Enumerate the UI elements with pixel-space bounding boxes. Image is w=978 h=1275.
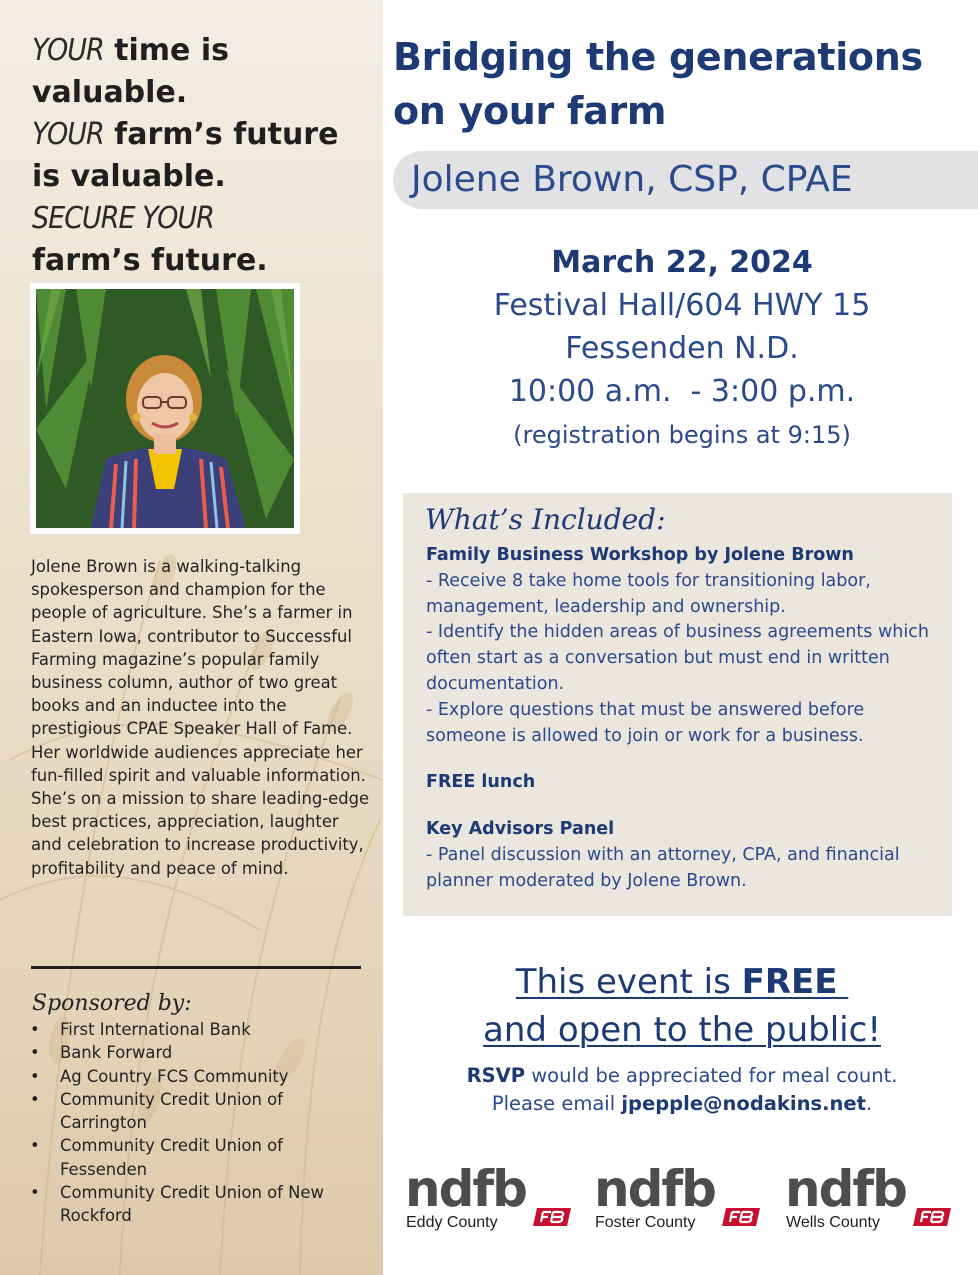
tagline-bold-1: time is valuable. xyxy=(32,33,229,110)
tagline xyxy=(32,30,377,282)
farm-bureau-icon xyxy=(722,1208,760,1226)
sponsor-item: • Community Credit Union of Carrington xyxy=(30,1088,360,1135)
sponsor-item: • Community Credit Union of New Rockford xyxy=(30,1181,360,1228)
tagline-bold-2: farm’s future is valuable. xyxy=(32,117,339,194)
panel-text: - Panel discussion with an attorney, CPA, and financial planner moderated by Jolene Brown. xyxy=(426,844,900,891)
county-name: Eddy County xyxy=(406,1214,498,1231)
workshop-point: - Explore questions that must be answered before someone is allowed to join or work for a business. xyxy=(426,699,865,746)
left-column xyxy=(0,0,383,1275)
ndfb-wells-logo xyxy=(785,1160,955,1234)
event-date: March 22, 2024 xyxy=(551,245,813,280)
ndfb-eddy-logo xyxy=(405,1160,575,1234)
tagline-script-2: YOUR xyxy=(32,117,104,152)
workshop-heading: Family Business Workshop by Jolene Brown xyxy=(426,545,854,565)
event-details xyxy=(386,242,978,457)
county-name: Wells County xyxy=(786,1214,880,1231)
workshop-point: - Identify the hidden areas of business agreements which often start as a conversation but must end in written documentation. xyxy=(426,622,929,694)
ndfb-wordmark: ndfb xyxy=(785,1160,906,1218)
workshop-point: - Receive 8 take home tools for transitioning labor, management, leadership and ownership. xyxy=(426,570,871,617)
ndfb-wordmark: ndfb xyxy=(405,1160,526,1218)
email-prefix: Please email xyxy=(491,1092,622,1115)
headline-line-2: on your farm xyxy=(393,89,667,133)
sponsor-item: • Bank Forward xyxy=(30,1041,360,1064)
ndfb-foster-logo xyxy=(594,1160,764,1234)
speaker-portrait-image xyxy=(36,289,294,528)
event-time: 10:00 a.m. - 3:00 p.m. xyxy=(508,374,856,409)
sponsors-list xyxy=(30,1018,360,1228)
free-line-1 xyxy=(386,958,978,1006)
free-line-2: and open to the public! xyxy=(483,1010,881,1050)
speaker-bio: Jolene Brown is a walking-talking spokesperson and champion for the people of agriculture. She’s a farmer in Eastern Iowa, contributor to Successful Farming magazine’s popular family business column, author of two great books and an inductee into the prestigious CPAE Speaker Hall of Fame. Her worldwide audiences appreciate her fun-filled spirit and valuable information. She’s on a mission to share leading-edge best practices, appreciation, laughter and celebration to increase productivity, profitability and peace of mind. xyxy=(31,557,370,878)
rsvp-email-link[interactable]: jpepple@nodakins.net xyxy=(621,1092,866,1115)
tagline-bold-3: farm’s future. xyxy=(32,243,268,278)
whats-included-body xyxy=(426,543,941,895)
free-line-1-text: This event is xyxy=(515,962,742,1002)
farm-bureau-icon xyxy=(533,1208,571,1226)
sponsor-item: • First International Bank xyxy=(30,1018,360,1041)
speaker-photo xyxy=(30,283,300,534)
ndfb-wordmark: ndfb xyxy=(594,1160,715,1218)
free-word: FREE xyxy=(741,962,838,1002)
rsvp-note xyxy=(386,1062,978,1118)
rsvp-label: RSVP xyxy=(466,1064,526,1087)
event-city: Fessenden N.D. xyxy=(565,331,799,366)
free-lunch: FREE lunch xyxy=(426,772,536,793)
email-suffix: . xyxy=(865,1092,873,1115)
rsvp-text: would be appreciated for meal count. xyxy=(525,1064,898,1087)
tagline-script-1: YOUR xyxy=(32,33,104,68)
whats-included-title: What’s Included: xyxy=(425,503,666,536)
county-name: Foster County xyxy=(595,1214,696,1231)
tagline-script-3: SECURE YOUR xyxy=(32,201,214,236)
farm-bureau-icon xyxy=(913,1208,951,1226)
free-event-notice xyxy=(386,958,978,1118)
sponsor-item: • Ag Country FCS Community xyxy=(30,1065,360,1088)
panel-heading: Key Advisors Panel xyxy=(426,819,615,840)
event-venue: Festival Hall/604 HWY 15 xyxy=(493,288,871,323)
divider-rule xyxy=(31,966,361,969)
speaker-name: Jolene Brown, CSP, CPAE xyxy=(411,159,853,200)
event-headline xyxy=(393,30,973,138)
sponsors-title: Sponsored by: xyxy=(32,991,192,1016)
headline-line-1: Bridging the generations xyxy=(393,35,923,79)
sponsor-item: • Community Credit Union of Fessenden xyxy=(30,1134,360,1181)
event-registration: (registration begins at 9:15) xyxy=(513,421,851,449)
